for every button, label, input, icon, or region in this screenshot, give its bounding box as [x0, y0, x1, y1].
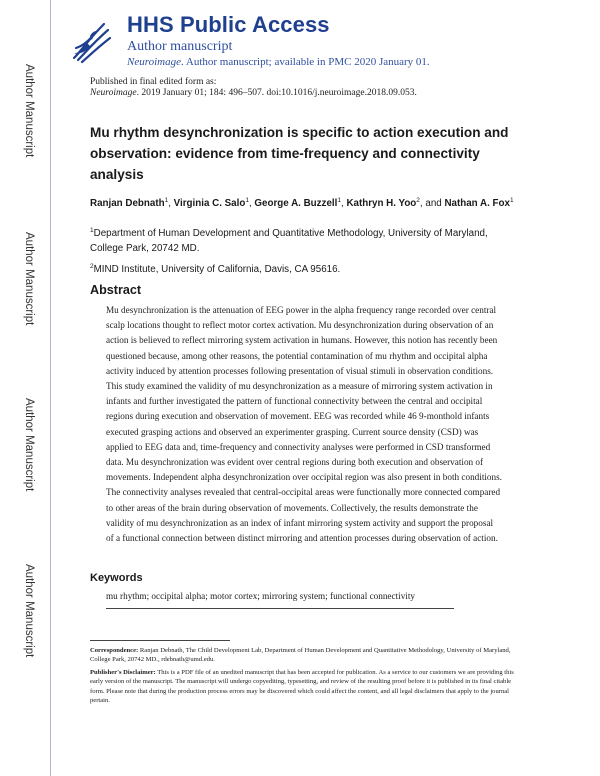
- author-affiliation-mark: 1: [245, 197, 249, 204]
- affiliation: [90, 259, 520, 277]
- author-affiliation-mark: 1: [337, 197, 341, 204]
- author-affiliation-mark: 2: [416, 197, 420, 204]
- author-separator: , and: [419, 198, 445, 209]
- correspondence-label: Correspondence:: [90, 647, 139, 654]
- availability-text: . Author manuscript; available in PMC 2020 January 01.: [180, 56, 430, 68]
- author-list: [90, 193, 520, 211]
- affiliation-text: Department of Human Development and Quantitative Methodology, University of Maryland, College Park, 20742 MD.: [90, 228, 488, 254]
- affiliation-text: MIND Institute, University of California, Davis, CA 95616.: [93, 264, 341, 275]
- abstract-text: Mu desynchronization is the attenuation of EEG power in the alpha frequency range recorded over central scalp locations thought to reflect motor cortex activation. Mu desynchronization during observation of an action is believed to reflect mirroring system activation in humans. However, this notion has recently been questioned because, among other reasons, the potential contamination of mu rhythm and occipital alpha activity induced by attention processes following presentation of visual stimuli in observation conditions. This study examined the validity of mu desynchronization as a measure of mirroring system activation in infants and further investigated the pattern of functional connectivity between the central and occipital regions during execution and observation of movement. EEG was recorded while 46 9-monthold infants executed grasping actions and observed an experimenter grasping. Current source density (CSD) was applied to EEG data and, time-frequency and connectivity analyses were performed in CSD transformed data. Mu desynchronization was evident over central regions during both execution and observation of movements. Independent alpha desynchronization over occipital region was also present in both conditions. The connectivity analyses revealed that central-occipital areas were functionally more connected compared to other areas of the brain during observation of movements. Collectively, the results demonstrate the validity of mu desynchronization as an index of infant mirroring system activity and support the proposal of a functional connection between distinct mirroring and attention processes during observation of action.: [106, 305, 502, 544]
- author-name: Virginia C. Salo: [173, 198, 246, 209]
- abstract-heading: Abstract: [90, 283, 142, 297]
- citation-details: . 2019 January 01; 184: 496–507. doi:10.1016/j.neuroimage.2018.09.053.: [136, 88, 417, 98]
- sidebar-label: Author Manuscript: [23, 398, 35, 492]
- author-separator: ,: [248, 198, 255, 209]
- keywords-text: mu rhythm; occipital alpha; motor cortex; mirroring system; functional connectivity: [106, 591, 415, 601]
- author-separator: ,: [168, 198, 174, 209]
- disclaimer-footnote: [90, 668, 514, 706]
- footnote-divider: [90, 640, 230, 641]
- paper-title: Mu rhythm desynchronization is specific to action execution and observation: evidence from time-frequency and connectivity analysis: [90, 125, 509, 182]
- author-separator: ,: [340, 198, 347, 209]
- keywords-divider: [106, 608, 454, 609]
- sidebar-label: Author Manuscript: [23, 564, 35, 658]
- author-affiliation-mark: 1: [509, 197, 514, 204]
- disclaimer-label: Publisher's Disclaimer:: [90, 669, 156, 676]
- hhs-public-access-title: HHS Public Access: [127, 12, 330, 37]
- availability-line: [127, 56, 430, 68]
- journal-name: Neuroimage: [127, 56, 181, 68]
- affiliation-mark: 1: [90, 227, 94, 234]
- published-in-label: Published in final edited form as:: [90, 77, 217, 87]
- sidebar-label: Author Manuscript: [23, 64, 35, 158]
- affiliation-mark: 2: [90, 263, 94, 270]
- keywords-heading: Keywords: [90, 572, 143, 584]
- author-name: Ranjan Debnath: [90, 198, 165, 209]
- affiliation: [90, 223, 520, 256]
- author-affiliation-mark: 1: [164, 197, 169, 204]
- sidebar-label: Author Manuscript: [23, 232, 35, 326]
- citation-journal: Neuroimage: [90, 88, 137, 98]
- disclaimer-text: This is a PDF file of an unedited manuscript that has been accepted for publication. As a service to our customers we are providing this early version of the manuscript. The manuscript will undergo copyediting, typesetting, and review of the resulting proof before it is published in its final citable form. Please note that during the production process errors may be discovered which could affect the content, and all legal disclaimers that apply to the journal pertain.: [90, 669, 514, 705]
- correspondence-footnote: [90, 646, 514, 665]
- citation-line: [90, 88, 417, 98]
- author-manuscript-sidebar: [0, 0, 51, 776]
- hhs-eagle-logo-icon: [66, 18, 114, 66]
- author-name: George A. Buzzell: [254, 198, 338, 209]
- correspondence-text: Ranjan Debnath, The Child Development Lab, Department of Human Development and Quantitative Methodology, University of Maryland, College Park, 20742 MD., rdebnath@umd.edu.: [90, 647, 511, 664]
- author-name: Kathryn H. Yoo: [346, 198, 417, 209]
- author-name: Nathan A. Fox: [444, 198, 510, 209]
- author-manuscript-subtitle: Author manuscript: [127, 39, 233, 54]
